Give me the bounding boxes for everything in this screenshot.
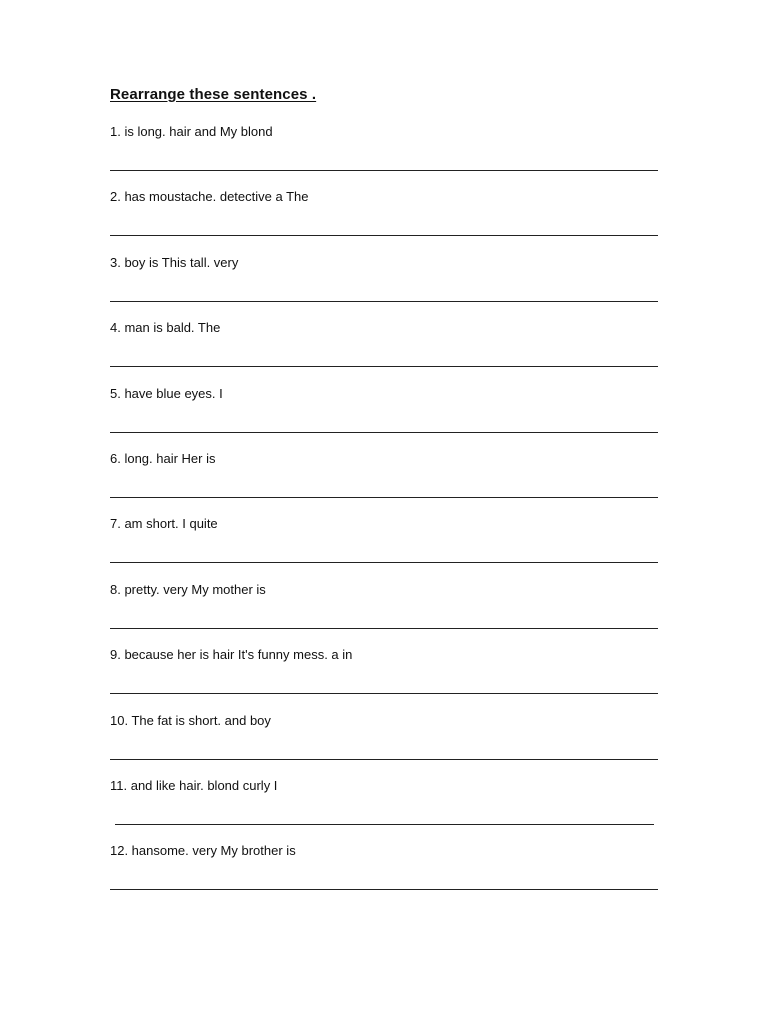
- exercise-prompt: 12. hansome. very My brother is: [110, 843, 296, 859]
- exercise-prompt: 9. because her is hair It's funny mess. a in: [110, 647, 353, 663]
- answer-line: [110, 562, 658, 563]
- answer-line: [110, 497, 658, 498]
- exercise-prompt: 8. pretty. very My mother is: [110, 581, 266, 597]
- exercise-prompt: 5. have blue eyes. I: [110, 385, 223, 401]
- answer-line: [110, 432, 658, 433]
- exercise-prompt: 11. and like hair. blond curly I: [110, 777, 278, 793]
- answer-line: [110, 693, 658, 694]
- exercise-prompt: 1. is long. hair and My blond: [110, 124, 273, 139]
- exercise-item-7: [110, 512, 658, 577]
- exercise-item-6: [110, 447, 658, 512]
- exercise-prompt: 7. am short. I quite: [110, 516, 218, 532]
- exercise-item-5: [110, 382, 658, 447]
- exercise-item-3: [110, 251, 658, 316]
- exercise-item-11: [110, 774, 658, 839]
- exercise-item-12: [110, 839, 658, 904]
- exercise-list: [110, 120, 658, 905]
- exercise-item-2: [110, 185, 658, 250]
- answer-line: [115, 824, 654, 825]
- answer-line: [110, 301, 658, 302]
- exercise-prompt: 3. boy is This tall. very: [110, 254, 239, 270]
- answer-line: [110, 759, 658, 760]
- exercise-item-4: [110, 316, 658, 381]
- answer-line: [110, 366, 658, 367]
- answer-line: [110, 628, 658, 629]
- exercise-prompt: 2. has moustache. detective a The: [110, 189, 309, 205]
- exercise-prompt: 4. man is bald. The: [110, 320, 221, 336]
- exercise-prompt: 6. long. hair Her is: [110, 450, 216, 466]
- answer-line: [110, 889, 658, 890]
- answer-line: [110, 170, 658, 171]
- answer-line: [110, 235, 658, 236]
- exercise-item-10: [110, 709, 658, 774]
- worksheet-title: Rearrange these sentences .: [110, 86, 317, 103]
- exercise-item-1: [110, 120, 658, 185]
- exercise-prompt: 10. The fat is short. and boy: [110, 712, 271, 728]
- exercise-item-8: [110, 578, 658, 643]
- exercise-item-9: [110, 643, 658, 708]
